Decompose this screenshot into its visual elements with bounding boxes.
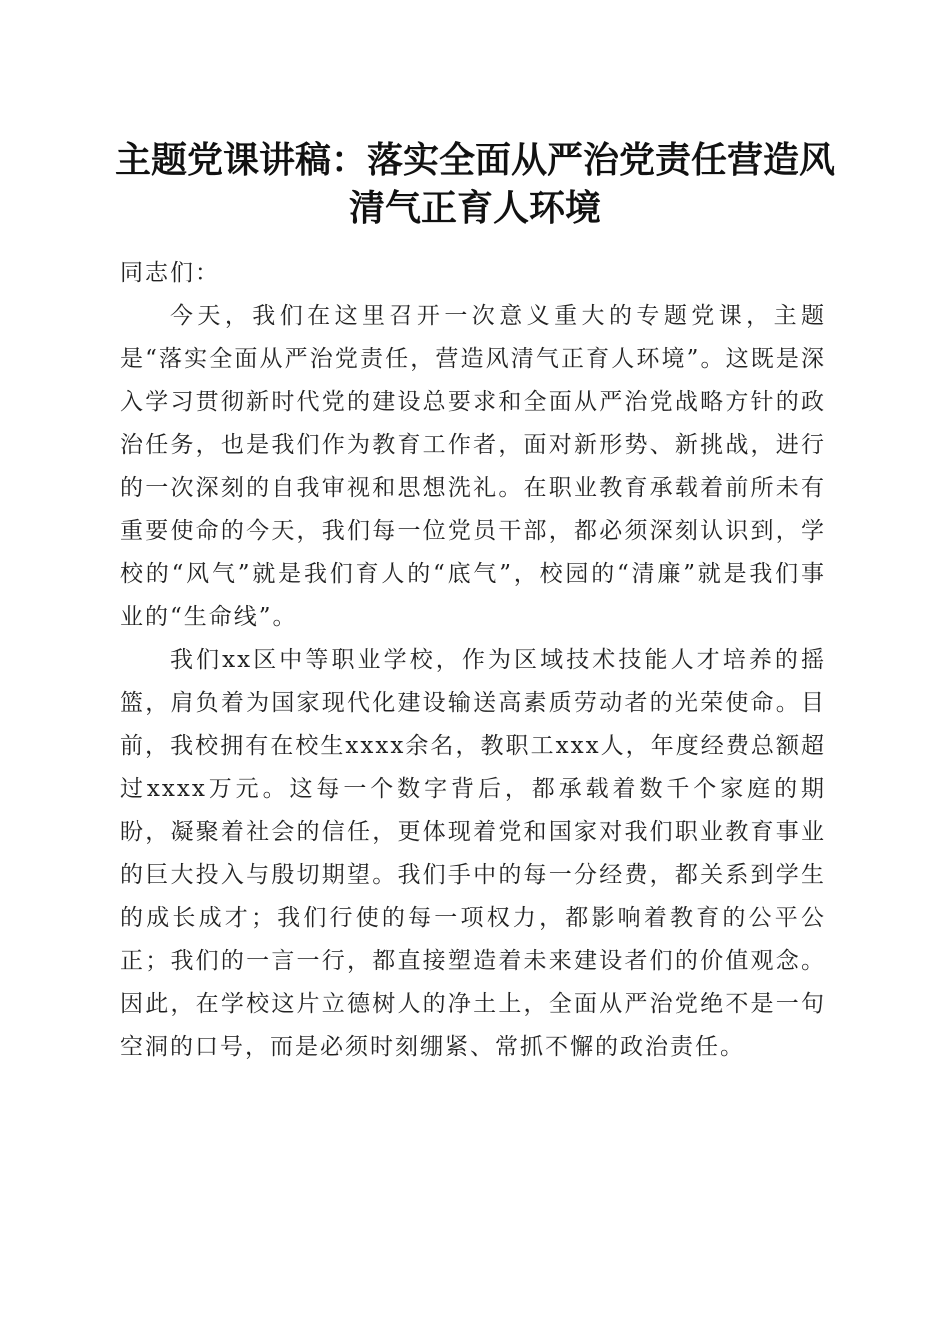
document-body — [120, 252, 826, 1069]
document-title: 主题党课讲稿：落实全面从严治党责任营造风清气正育人环境 — [114, 139, 835, 229]
paragraph: 我们xx区中等职业学校，作为区域技术技能人才培养的摇篮，肩负着为国家现代化建设输送高素质劳动者的光荣使命。目前，我校拥有在校生xxxx余名，教职工xxx人，年度经费总额超过xxxx万元。这每一个数字背后，都承载着数千个家庭的期盼，凝聚着社会的信任，更体现着党和国家对我们职业教育事业的巨大投入与殷切期望。我们手中的每一分经费，都关系到学生的成长成才；我们行使的每一项权力，都影响着教育的公平公正；我们的一言一行，都直接塑造着未来建设者们的价值观念。因此，在学校这片立德树人的净土上，全面从严治党绝不是一句空洞的口号，而是必须时刻绷紧、常抓不懈的政治责任。 — [120, 647, 826, 1060]
paragraph: 今天，我们在这里召开一次意义重大的专题党课，主题是“落实全面从严治党责任，营造风清气正育人环境”。这既是深入学习贯彻新时代党的建设总要求和全面从严治党战略方针的政治任务，也是我们作为教育工作者，面对新形势、新挑战，进行的一次深刻的自我审视和思想洗礼。在职业教育承载着前所未有重要使命的今天，我们每一位党员干部，都必须深刻认识到，学校的“风气”就是我们育人的“底气”，校园的“清廉”就是我们事业的“生命线”。 — [120, 303, 826, 630]
salutation: 同志们： — [120, 260, 220, 286]
